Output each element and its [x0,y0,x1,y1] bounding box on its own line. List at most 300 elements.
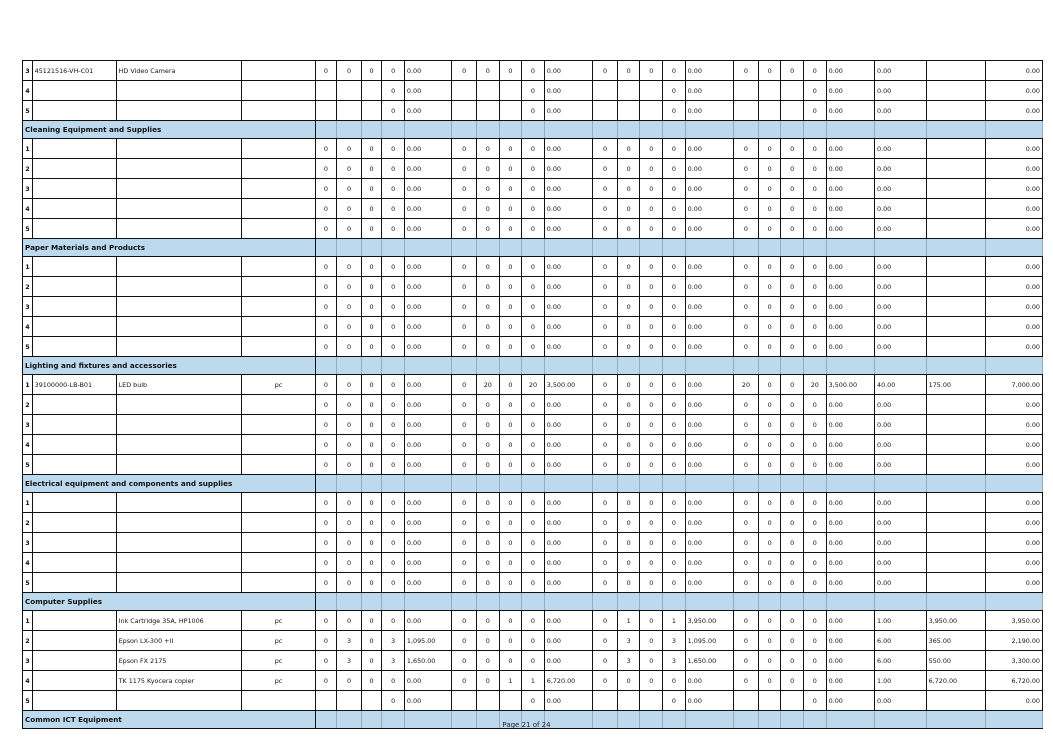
total-quantity: 1.00 [875,671,927,691]
q4-qty-cell [758,81,781,101]
item-code [32,277,116,297]
q4-qty-cell: 0 [781,395,804,415]
q3-qty-cell [617,101,640,121]
section-blank-cell [685,121,733,139]
q2-amount-cell: 0.00 [544,553,592,573]
section-blank-cell [781,357,804,375]
section-blank-cell [875,121,927,139]
q2-qty-cell: 0 [522,219,545,239]
section-blank-cell [926,239,985,257]
q4-qty-cell: 0 [734,61,759,81]
q4-amount-cell: 0.00 [826,297,874,317]
q3-qty-cell: 0 [640,493,663,513]
table-row [23,297,1043,317]
q1-qty-cell: 0 [382,375,405,395]
q3-qty-cell: 0 [593,179,618,199]
q3-qty-cell: 0 [663,219,686,239]
unit-price [926,553,985,573]
section-blank-cell [640,239,663,257]
q2-amount-cell: 0.00 [544,573,592,593]
section-blank-cell [382,357,405,375]
section-blank-cell [617,121,640,139]
q3-qty-cell: 0 [593,139,618,159]
q1-amount-cell: 0.00 [404,553,451,573]
q4-amount-cell: 0.00 [826,139,874,159]
q3-qty-cell: 0 [617,139,640,159]
q3-amount-cell: 0.00 [685,159,733,179]
q1-qty-cell: 0 [315,493,337,513]
section-blank-cell [826,239,874,257]
unit-price [926,179,985,199]
q1-qty-cell: 0 [361,493,381,513]
q4-qty-cell: 0 [734,573,759,593]
q4-amount-cell: 0.00 [826,61,874,81]
q3-amount-cell: 0.00 [685,297,733,317]
q1-qty-cell: 0 [315,297,337,317]
section-blank-cell [985,593,1042,611]
q4-amount-cell: 0.00 [826,317,874,337]
q1-qty-cell: 0 [337,159,362,179]
q1-qty-cell: 0 [382,297,405,317]
table-row [23,277,1043,297]
item-code: 39100000-LB-B01 [32,375,116,395]
unit-of-measure [242,61,315,81]
section-blank-cell [781,593,804,611]
q2-amount-cell: 0.00 [544,317,592,337]
q3-qty-cell: 3 [617,631,640,651]
q3-qty-cell: 0 [617,533,640,553]
q2-qty-cell: 0 [476,533,499,553]
q3-qty-cell: 0 [593,631,618,651]
q4-qty-cell: 0 [734,415,759,435]
q2-amount-cell: 6,720.00 [544,671,592,691]
q1-qty-cell: 0 [315,513,337,533]
q1-qty-cell [337,101,362,121]
q4-qty-cell: 0 [734,317,759,337]
total-quantity: 0.00 [875,493,927,513]
q2-qty-cell: 0 [499,375,522,395]
section-blank-cell [499,593,522,611]
q4-amount-cell: 0.00 [826,553,874,573]
q2-qty-cell: 0 [476,297,499,317]
q2-qty-cell: 0 [499,277,522,297]
q4-qty-cell: 0 [781,199,804,219]
q3-qty-cell: 1 [663,611,686,631]
q1-amount-cell: 0.00 [404,533,451,553]
item-number: 1 [23,375,33,395]
q2-qty-cell: 0 [522,337,545,357]
q3-amount-cell: 0.00 [685,179,733,199]
q4-qty-cell: 0 [781,297,804,317]
q2-qty-cell: 0 [522,61,545,81]
q4-qty-cell: 0 [734,297,759,317]
q3-amount-cell: 0.00 [685,257,733,277]
q2-qty-cell: 0 [499,553,522,573]
q3-qty-cell: 0 [663,493,686,513]
q1-qty-cell [315,81,337,101]
section-blank-cell [663,121,686,139]
section-blank-cell [361,239,381,257]
item-code [32,257,116,277]
total-amount: 0.00 [985,61,1042,81]
total-quantity: 0.00 [875,573,927,593]
total-amount: 6,720.00 [985,671,1042,691]
unit-price [926,159,985,179]
q2-qty-cell: 0 [452,179,477,199]
section-blank-cell [826,357,874,375]
section-header-row [23,475,1043,493]
total-quantity: 0.00 [875,61,927,81]
q3-qty-cell: 0 [593,61,618,81]
q3-qty-cell: 0 [663,277,686,297]
item-number: 3 [23,61,33,81]
total-amount: 0.00 [985,179,1042,199]
q2-qty-cell: 1 [499,671,522,691]
item-number: 3 [23,533,33,553]
q1-qty-cell: 0 [315,435,337,455]
q3-qty-cell: 0 [663,101,686,121]
q3-amount-cell: 1,095.00 [685,631,733,651]
q4-qty-cell: 0 [734,493,759,513]
q4-qty-cell: 0 [781,611,804,631]
q4-qty-cell: 0 [781,671,804,691]
q1-qty-cell [315,691,337,711]
item-code [32,691,116,711]
q3-qty-cell: 0 [663,159,686,179]
q4-qty-cell [758,691,781,711]
q4-amount-cell: 0.00 [826,513,874,533]
q2-qty-cell: 0 [476,139,499,159]
q4-qty-cell: 20 [734,375,759,395]
q3-qty-cell: 0 [640,651,663,671]
q4-qty-cell: 0 [758,435,781,455]
q4-qty-cell: 0 [804,435,827,455]
q1-qty-cell: 0 [315,277,337,297]
section-blank-cell [382,475,405,493]
q4-qty-cell: 0 [804,101,827,121]
q2-amount-cell: 0.00 [544,179,592,199]
table-row [23,139,1043,159]
q1-qty-cell: 0 [382,415,405,435]
q1-qty-cell: 0 [382,101,405,121]
total-amount: 0.00 [985,277,1042,297]
section-blank-cell [452,593,477,611]
q4-qty-cell: 0 [734,219,759,239]
q1-qty-cell: 0 [361,533,381,553]
q4-amount-cell: 0.00 [826,533,874,553]
q4-qty-cell: 0 [758,671,781,691]
section-blank-cell [617,593,640,611]
section-blank-cell [826,475,874,493]
q3-amount-cell: 3,950.00 [685,611,733,631]
q1-qty-cell: 0 [337,337,362,357]
total-amount: 0.00 [985,199,1042,219]
q3-qty-cell [640,691,663,711]
table-row [23,61,1043,81]
q2-qty-cell: 20 [522,375,545,395]
q3-qty-cell: 0 [593,493,618,513]
item-number: 1 [23,257,33,277]
q3-qty-cell: 0 [663,179,686,199]
q2-amount-cell: 0.00 [544,101,592,121]
q4-qty-cell: 0 [781,375,804,395]
section-title: Electrical equipment and components and supplies [23,475,316,493]
q2-qty-cell: 0 [452,317,477,337]
item-description [116,101,242,121]
q3-amount-cell: 0.00 [685,493,733,513]
q1-qty-cell: 0 [315,631,337,651]
section-blank-cell [544,239,592,257]
q2-qty-cell: 0 [476,395,499,415]
section-blank-cell [663,357,686,375]
q2-qty-cell: 0 [522,415,545,435]
item-description: HD Video Camera [116,61,242,81]
q4-qty-cell: 0 [804,493,827,513]
q1-qty-cell: 0 [361,651,381,671]
q4-qty-cell: 0 [804,651,827,671]
section-blank-cell [781,475,804,493]
unit-price [926,493,985,513]
q2-amount-cell: 0.00 [544,611,592,631]
section-blank-cell [685,475,733,493]
q3-qty-cell: 0 [640,533,663,553]
q1-qty-cell: 0 [382,179,405,199]
q4-qty-cell: 0 [804,139,827,159]
q1-qty-cell: 0 [337,513,362,533]
section-title: Computer Supplies [23,593,316,611]
q3-qty-cell: 0 [593,573,618,593]
q1-amount-cell: 0.00 [404,375,451,395]
q1-qty-cell: 0 [382,199,405,219]
q4-qty-cell: 0 [758,493,781,513]
q4-qty-cell: 0 [781,139,804,159]
item-description [116,513,242,533]
q4-amount-cell: 0.00 [826,651,874,671]
unit-price [926,101,985,121]
unit-price [926,435,985,455]
section-blank-cell [593,239,618,257]
q1-amount-cell: 0.00 [404,159,451,179]
q2-qty-cell: 0 [499,493,522,513]
unit-price: 365.00 [926,631,985,651]
q4-qty-cell: 0 [734,337,759,357]
q4-qty-cell: 0 [781,435,804,455]
unit-of-measure [242,101,315,121]
q4-qty-cell [734,691,759,711]
q2-qty-cell: 0 [522,139,545,159]
section-blank-cell [544,593,592,611]
q2-qty-cell: 0 [452,493,477,513]
item-code [32,317,116,337]
q4-amount-cell: 0.00 [826,277,874,297]
section-blank-cell [826,121,874,139]
q2-qty-cell: 0 [452,553,477,573]
item-description [116,219,242,239]
total-quantity: 40.00 [875,375,927,395]
unit-price [926,455,985,475]
q3-qty-cell: 0 [617,395,640,415]
item-description [116,277,242,297]
q4-qty-cell: 0 [781,651,804,671]
item-description [116,691,242,711]
q1-qty-cell: 0 [361,671,381,691]
q3-qty-cell: 0 [663,691,686,711]
q1-qty-cell: 3 [337,631,362,651]
section-blank-cell [382,593,405,611]
q1-qty-cell: 0 [382,139,405,159]
q2-qty-cell: 0 [522,395,545,415]
q1-qty-cell: 0 [315,651,337,671]
q2-qty-cell: 1 [522,671,545,691]
q1-qty-cell: 0 [337,61,362,81]
q1-amount-cell: 0.00 [404,611,451,631]
item-number: 4 [23,435,33,455]
q3-qty-cell: 0 [617,317,640,337]
section-blank-cell [476,593,499,611]
item-code [32,297,116,317]
q1-qty-cell: 0 [337,219,362,239]
procurement-table [22,60,1043,729]
q1-amount-cell: 0.00 [404,277,451,297]
q4-amount-cell: 0.00 [826,671,874,691]
q3-qty-cell: 0 [593,553,618,573]
q1-amount-cell: 0.00 [404,455,451,475]
q2-qty-cell [476,101,499,121]
item-number: 3 [23,179,33,199]
q3-qty-cell: 0 [640,61,663,81]
q2-qty-cell: 0 [499,219,522,239]
section-blank-cell [685,593,733,611]
total-quantity: 6.00 [875,651,927,671]
q3-qty-cell: 0 [663,435,686,455]
q2-qty-cell: 0 [476,337,499,357]
unit-price [926,297,985,317]
q4-qty-cell: 0 [758,219,781,239]
q1-qty-cell: 0 [337,573,362,593]
q1-amount-cell: 0.00 [404,415,451,435]
section-blank-cell [522,475,545,493]
q3-qty-cell: 0 [593,219,618,239]
section-blank-cell [804,593,827,611]
section-blank-cell [404,357,451,375]
q2-qty-cell: 0 [452,159,477,179]
table-row [23,317,1043,337]
q4-qty-cell: 0 [804,257,827,277]
section-blank-cell [804,121,827,139]
q3-qty-cell: 0 [617,513,640,533]
q2-qty-cell: 0 [499,533,522,553]
total-amount: 0.00 [985,415,1042,435]
q1-qty-cell: 0 [382,395,405,415]
q4-qty-cell: 0 [734,553,759,573]
q1-qty-cell: 0 [382,671,405,691]
q2-qty-cell [452,691,477,711]
q3-qty-cell: 0 [640,611,663,631]
section-blank-cell [758,475,781,493]
q3-qty-cell: 0 [593,317,618,337]
q3-amount-cell: 0.00 [685,533,733,553]
q4-qty-cell: 0 [804,395,827,415]
q3-qty-cell: 0 [663,395,686,415]
q1-qty-cell: 0 [315,415,337,435]
q2-qty-cell: 0 [452,337,477,357]
q4-qty-cell: 0 [758,199,781,219]
section-blank-cell [476,121,499,139]
q1-qty-cell: 0 [361,337,381,357]
section-blank-cell [875,239,927,257]
q4-amount-cell: 0.00 [826,573,874,593]
q2-qty-cell: 0 [522,493,545,513]
q1-qty-cell: 0 [337,375,362,395]
q2-amount-cell: 0.00 [544,513,592,533]
q3-qty-cell: 0 [640,199,663,219]
q1-qty-cell: 0 [361,415,381,435]
item-number: 3 [23,651,33,671]
q3-qty-cell: 0 [617,375,640,395]
q3-amount-cell: 0.00 [685,691,733,711]
q3-qty-cell: 0 [640,337,663,357]
q1-amount-cell: 0.00 [404,435,451,455]
q4-qty-cell: 0 [734,199,759,219]
section-header-row [23,239,1043,257]
q2-amount-cell: 0.00 [544,395,592,415]
table-row [23,631,1043,651]
unit-price: 6,720.00 [926,671,985,691]
item-description: TK 1175 Kyocera copier [116,671,242,691]
unit-price [926,533,985,553]
q1-amount-cell: 0.00 [404,81,451,101]
section-blank-cell [781,239,804,257]
q1-qty-cell [337,691,362,711]
section-blank-cell [404,121,451,139]
q4-amount-cell: 0.00 [826,199,874,219]
unit-of-measure [242,257,315,277]
q2-qty-cell: 0 [476,455,499,475]
total-quantity: 0.00 [875,159,927,179]
section-blank-cell [804,239,827,257]
q1-qty-cell: 0 [361,513,381,533]
q3-qty-cell: 0 [640,415,663,435]
q2-qty-cell: 0 [476,493,499,513]
total-amount: 0.00 [985,455,1042,475]
section-blank-cell [593,593,618,611]
q2-qty-cell: 0 [452,513,477,533]
item-description: LED bulb [116,375,242,395]
item-description [116,553,242,573]
q2-qty-cell: 0 [499,395,522,415]
section-blank-cell [522,593,545,611]
table-row [23,691,1043,711]
q1-qty-cell: 0 [361,455,381,475]
unit-of-measure [242,317,315,337]
q2-qty-cell: 0 [452,435,477,455]
item-description [116,435,242,455]
q1-qty-cell: 0 [315,179,337,199]
q4-qty-cell: 0 [758,513,781,533]
q4-qty-cell: 0 [734,257,759,277]
section-blank-cell [361,593,381,611]
total-amount: 0.00 [985,81,1042,101]
unit-of-measure [242,513,315,533]
q1-qty-cell: 0 [361,139,381,159]
q3-amount-cell: 0.00 [685,415,733,435]
q4-qty-cell: 0 [781,455,804,475]
q3-qty-cell: 0 [617,219,640,239]
q2-qty-cell: 0 [522,81,545,101]
total-quantity: 0.00 [875,81,927,101]
q4-qty-cell: 0 [758,573,781,593]
section-blank-cell [544,475,592,493]
